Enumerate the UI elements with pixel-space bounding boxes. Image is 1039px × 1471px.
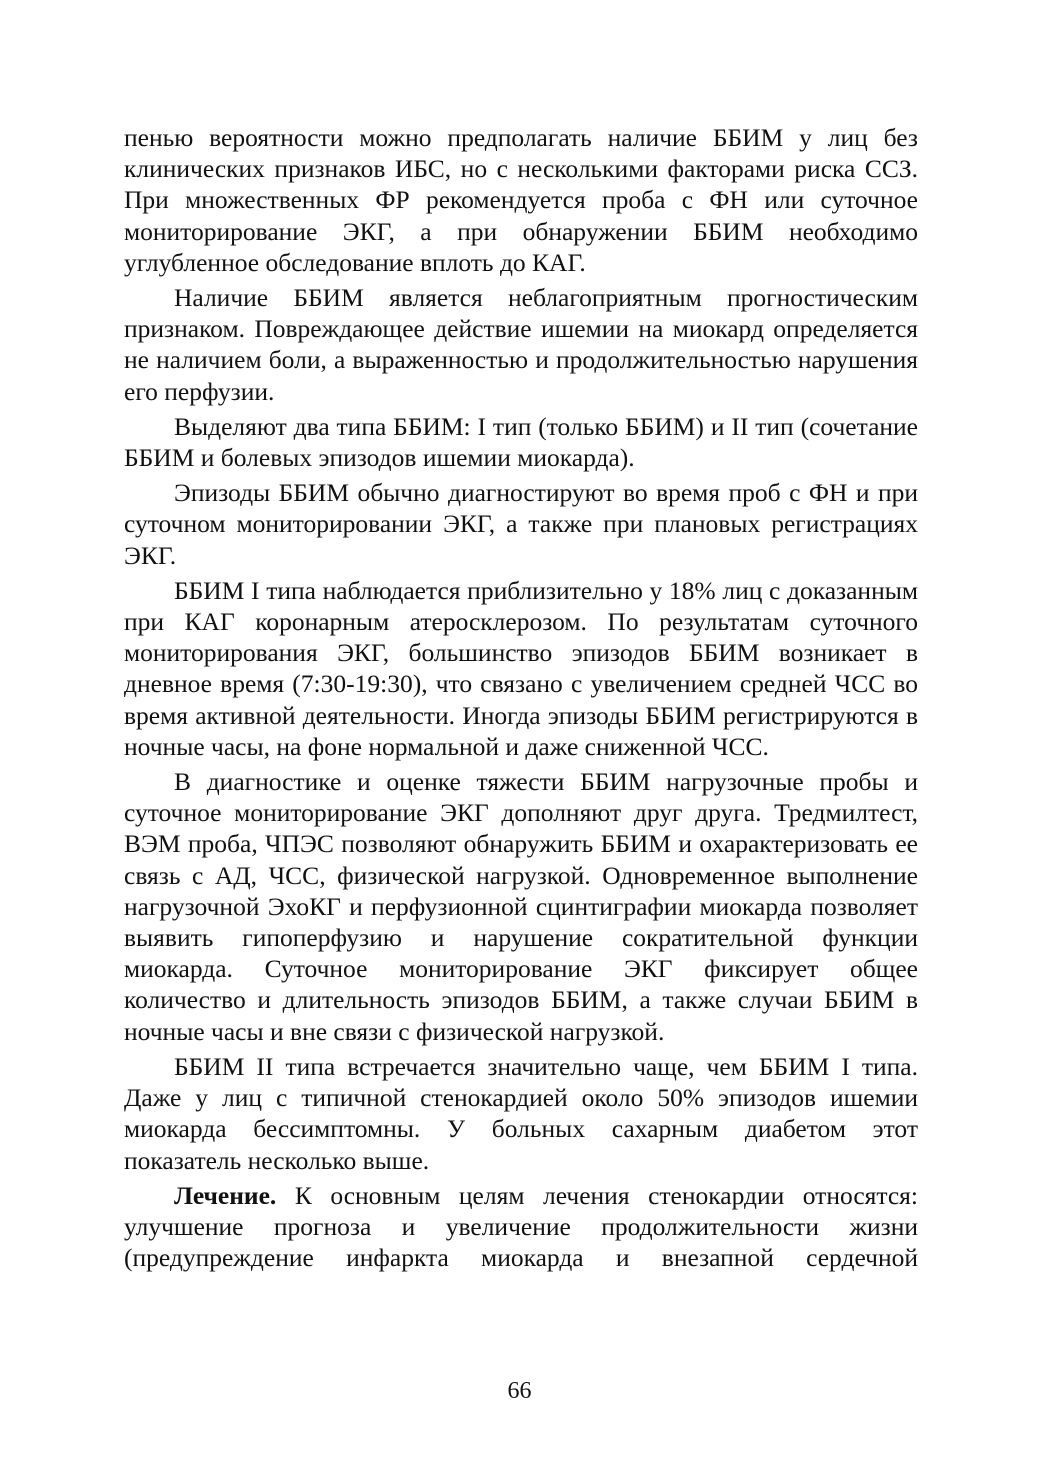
treatment-paragraph: [124, 1180, 918, 1274]
paragraph-1: пенью вероятности можно предполагать наличие ББИМ у лиц без клинических признаков ИБС, но с несколькими факторами риска ССЗ. При множественных ФР рекомендуется проба с ФН или суточное мониторирование ЭКГ, а при обнаружении ББИМ необходимо углубленное обследование вплоть до КАГ.: [124, 123, 918, 277]
paragraph-6: В диагностике и оценке тяжести ББИМ нагрузочные пробы и суточное мониторирование ЭКГ дополняют друг друга. Тредмилтест, ВЭМ проба, ЧПЭС позволяют обнаружить ББИМ и охарактеризовать ее связь с АД, ЧСС, физической нагрузкой. Одновременное выполнение нагрузочной ЭхоКГ и перфузионной сцинтиграфии миокарда позволяет выявить гипоперфузию и нарушение сократительной функции миокарда. Суточное мониторирование ЭКГ фиксирует общее количество и длительность эпизодов ББИМ, а также случаи ББИМ в ночные часы и вне связи с физической нагрузкой.: [124, 767, 918, 1046]
paragraph-3: Выделяют два типа ББИМ: I тип (только ББИМ) и II тип (сочетание ББИМ и болевых эпизодов ишемии миокарда).: [124, 411, 918, 473]
paragraph-4: Эпизоды ББИМ обычно диагностируют во время проб с ФН и при суточном мониторировании ЭКГ, а также при плановых регистрациях ЭКГ.: [124, 478, 918, 570]
treatment-text: К основным целям лечения стенокардии относятся: улучшение прогноза и увеличение продолжительности жизни (предупреждение инфаркта миокарда и внезапной сердечной: [124, 1180, 918, 1273]
paragraph-5: ББИМ I типа наблюдается приблизительно у 18% лиц с доказанным при КАГ коронарным атеросклерозом. По результатам суточного мониторирования ЭКГ, большинство эпизодов ББИМ возникает в дневное время (7:30-19:30), что связано с увеличением средней ЧСС во время активной деятельности. Иногда эпизоды ББИМ регистрируются в ночные часы, на фоне нормальной и даже сниженной ЧСС.: [124, 575, 918, 761]
paragraph-7: ББИМ II типа встречается значительно чаще, чем ББИМ I типа. Даже у лиц с типичной стенокардией около 50% эпизодов ишемии миокарда бессимптомны. У больных сахарным диабетом этот показатель несколько выше.: [124, 1051, 918, 1175]
page-body: [124, 122, 918, 1277]
paragraph-2: Наличие ББИМ является неблагоприятным прогностическим признаком. Повреждающее действие ишемии на миокард определяется не наличием боли, а выраженностью и продолжительностью нарушения его перфузии.: [124, 283, 918, 406]
treatment-heading: Лечение.: [174, 1180, 277, 1210]
page-number: 66: [507, 1378, 532, 1404]
